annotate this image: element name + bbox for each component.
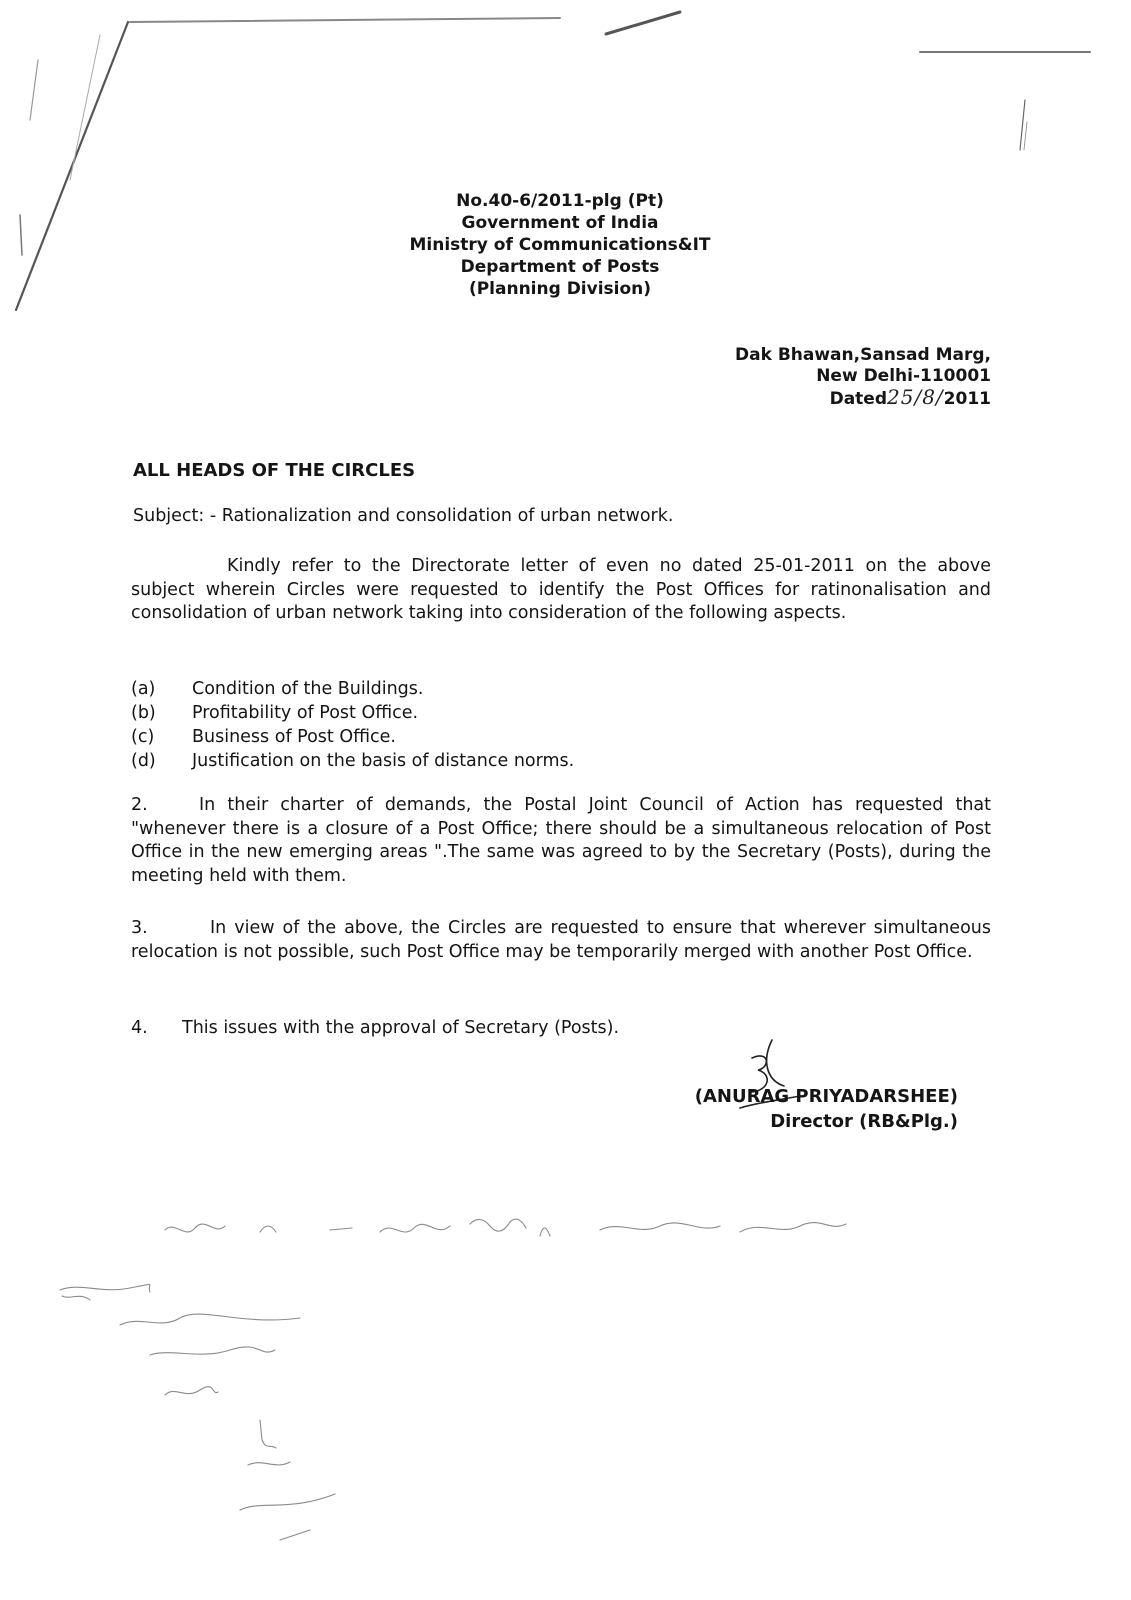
date-line — [735, 387, 991, 410]
address-line-2: New Delhi-110001 — [816, 366, 991, 386]
list-item — [131, 677, 574, 701]
paragraph-3-text: In view of the above, the Circles are requested to ensure that wherever simultaneous relocation is not possible, such Post Office may be temporarily merged with another Post Office. — [131, 918, 991, 962]
paragraph-2 — [131, 794, 991, 888]
file-number: No.40-6/2011-plg (Pt) — [456, 191, 664, 211]
dated-label: Dated — [829, 389, 888, 409]
list-marker: (b) — [131, 703, 156, 723]
list-marker: (d) — [131, 751, 156, 771]
department-name: Department of Posts — [460, 257, 660, 277]
government-name: Government of India — [461, 213, 659, 233]
paragraph-2-text: In their charter of demands, the Postal Joint Council of Action has requested that "whenever there is a closure of a Post Office; there should be a simultaneous relocation of Post Office in the new emerging areas ".The same was agreed to by the Secretary (Posts), during the meeting held with them. — [131, 795, 991, 886]
sender-address — [735, 345, 991, 410]
handwritten-notes — [60, 1219, 846, 1540]
paragraph-1-text: Kindly refer to the Directorate letter of even no dated 25-01-2011 on the above subject wherein Circles were requested to identify the Post Offices for ratinonalisation and consolidation of urban network taking into consideration of the following aspects. — [131, 556, 991, 623]
signature-block — [695, 1084, 958, 1134]
paragraph-3-number: 3. — [131, 918, 148, 938]
paragraph-1 — [131, 555, 991, 626]
list-item-text: Profitability of Post Office. — [192, 703, 419, 723]
dated-year: 2011 — [943, 389, 991, 409]
recipient: ALL HEADS OF THE CIRCLES — [133, 460, 416, 481]
paragraph-4-text: This issues with the approval of Secretary (Posts). — [182, 1018, 620, 1038]
list-marker: (c) — [131, 727, 155, 747]
list-item-text: Business of Post Office. — [192, 727, 396, 747]
list-item — [131, 749, 574, 773]
address-line-1: Dak Bhawan,Sansad Marg, — [735, 345, 991, 365]
list-item — [131, 701, 574, 725]
paragraph-3 — [131, 917, 991, 964]
division-name: (Planning Division) — [468, 279, 652, 299]
subject-line: Subject: - Rationalization and consolidation of urban network. — [133, 506, 674, 526]
signatory-designation: Director (RB&Plg.) — [770, 1111, 958, 1132]
list-item — [131, 725, 574, 749]
list-item-text: Condition of the Buildings. — [192, 679, 424, 699]
paragraph-4-number: 4. — [131, 1018, 148, 1038]
list-item-text: Justification on the basis of distance norms. — [192, 751, 575, 771]
paragraph-2-number: 2. — [131, 795, 148, 815]
list-marker: (a) — [131, 679, 156, 699]
dated-handwritten: 25/8/ — [887, 385, 944, 409]
ministry-name: Ministry of Communications&IT — [409, 235, 711, 255]
paragraph-4 — [131, 1017, 991, 1041]
letterhead — [300, 190, 820, 300]
aspects-list — [131, 677, 574, 773]
signatory-name: (ANURAG PRIYADARSHEE) — [694, 1086, 958, 1107]
